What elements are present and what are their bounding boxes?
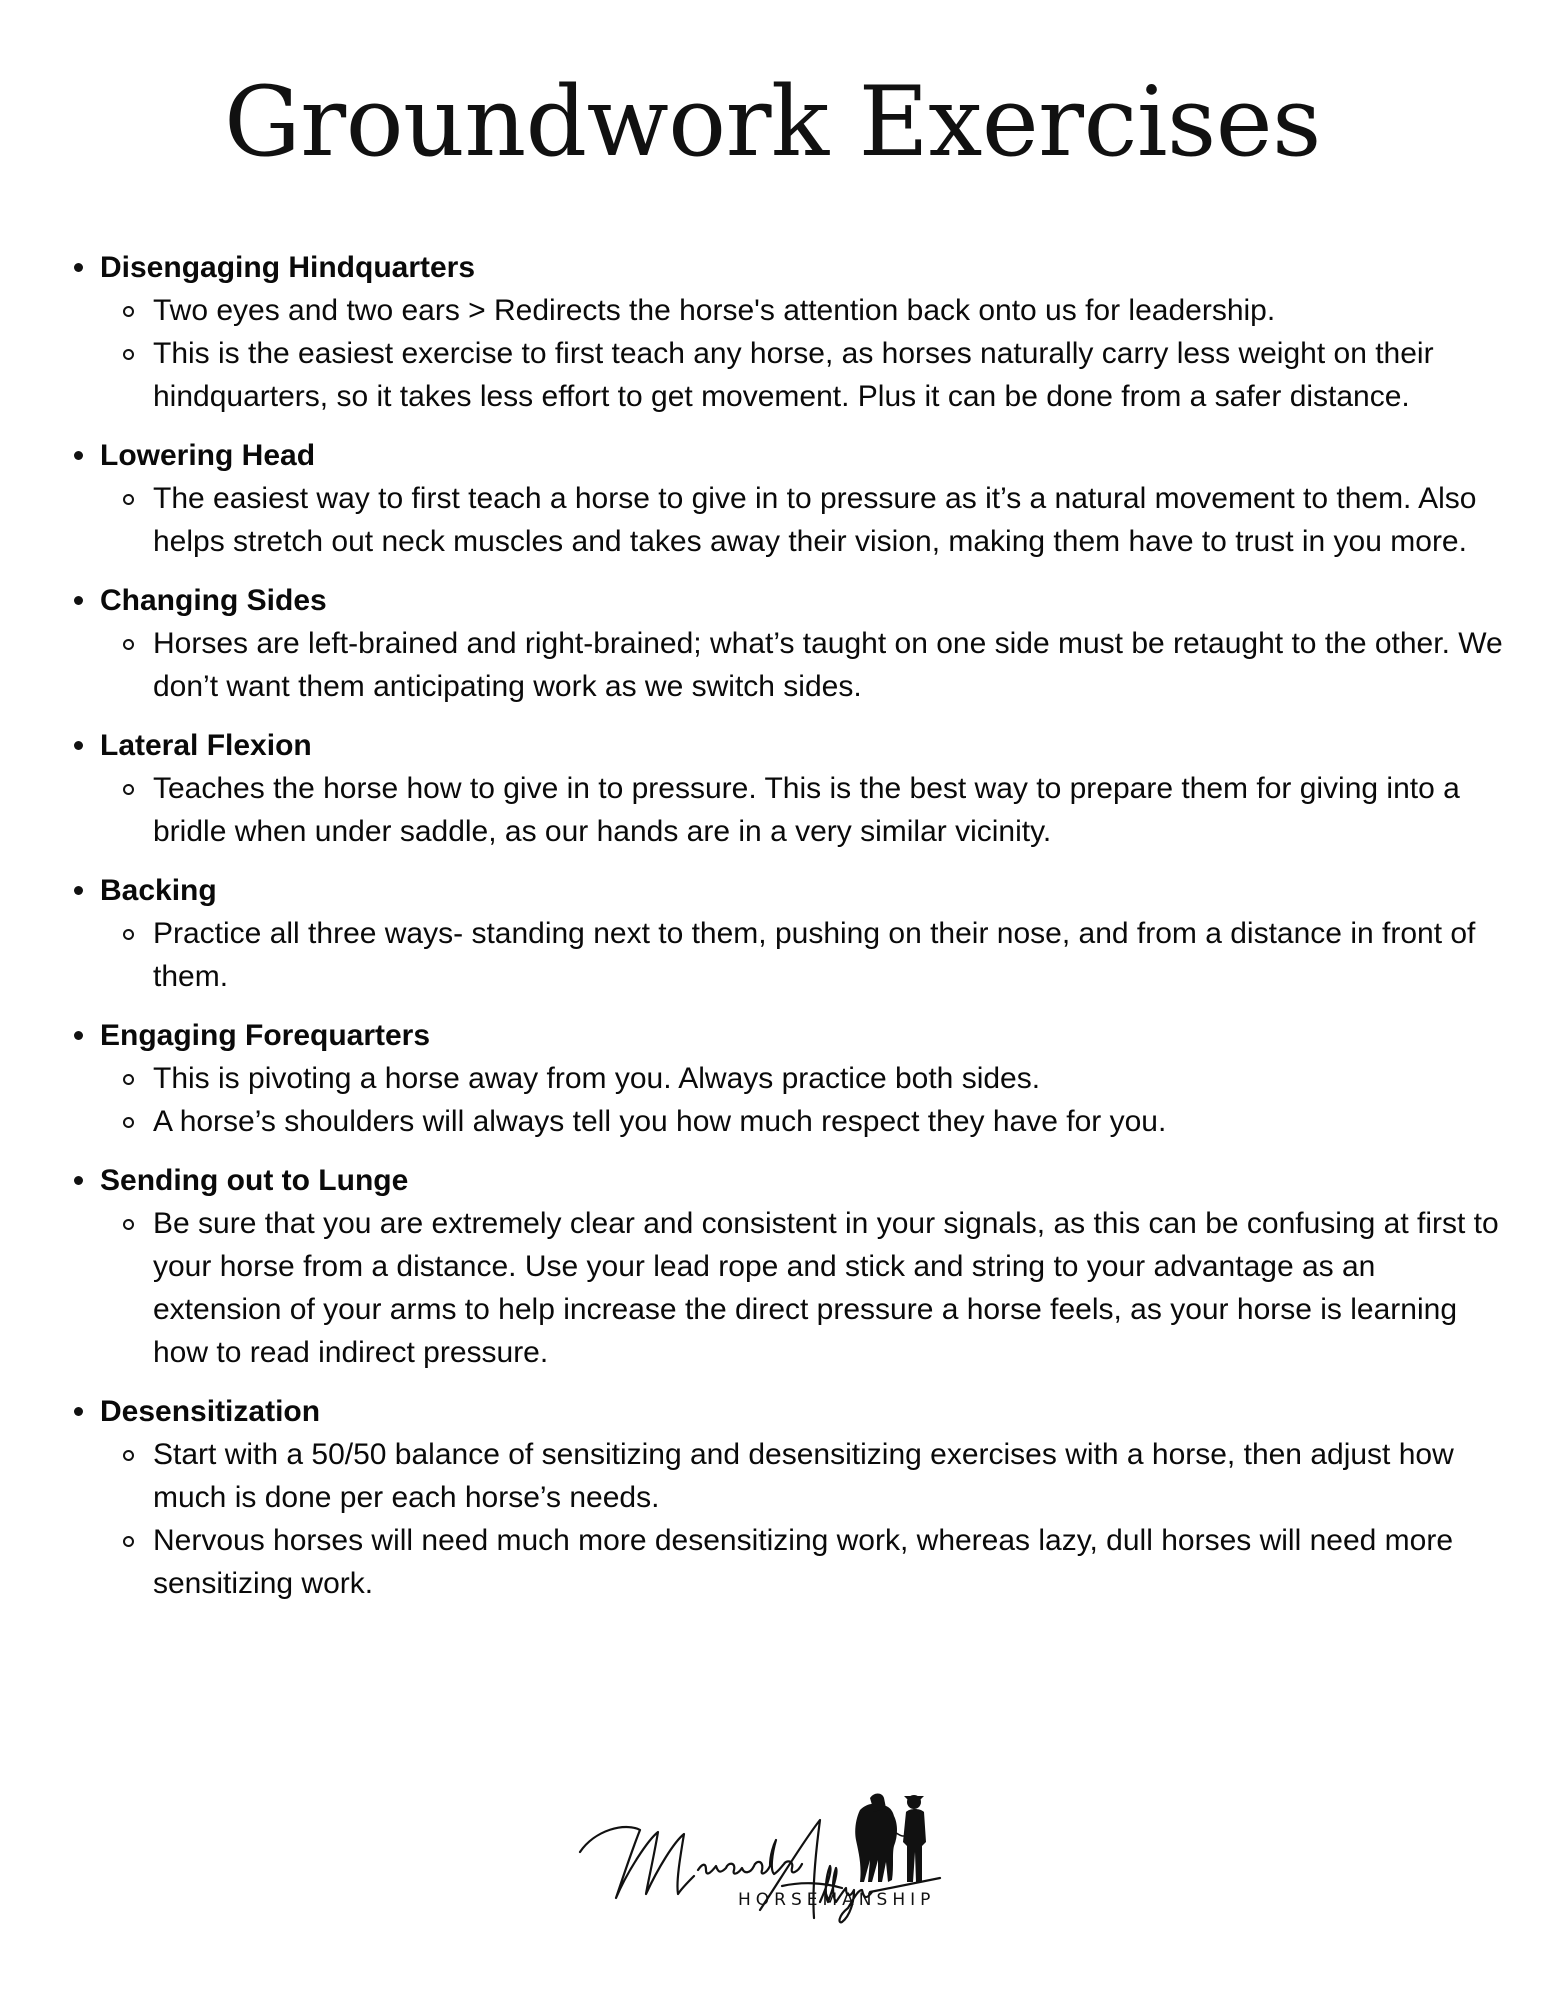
exercise-heading: Lateral Flexion (64, 724, 1504, 767)
logo-tagline: HORSEMANSHIP (738, 1890, 936, 1910)
exercise-notes (64, 1202, 1504, 1374)
exercise-note: Horses are left-brained and right-brained; what’s taught on one side must be retaught to the other. We don’t want them anticipating work as we switch sides. (64, 622, 1504, 708)
exercise-notes (64, 1433, 1504, 1605)
exercise-section (64, 579, 1504, 708)
exercise-notes (64, 1057, 1504, 1143)
exercise-notes (64, 477, 1504, 563)
exercise-notes (64, 767, 1504, 853)
exercise-section (64, 1159, 1504, 1374)
exercise-heading: Sending out to Lunge (64, 1159, 1504, 1202)
svg-text:.: . (700, 1860, 701, 1861)
exercise-section (64, 1014, 1504, 1143)
exercise-heading: Lowering Head (64, 434, 1504, 477)
brand-logo (570, 1790, 950, 1940)
exercise-note: Two eyes and two ears > Redirects the horse's attention back onto us for leadership. (64, 289, 1504, 332)
exercise-section (64, 246, 1504, 418)
horse-and-rider-silhouette-icon (855, 1794, 926, 1883)
exercise-heading: Engaging Forequarters (64, 1014, 1504, 1057)
exercise-note: Nervous horses will need much more desensitizing work, whereas lazy, dull horses will need more sensitizing work. (64, 1519, 1504, 1605)
exercise-section (64, 1390, 1504, 1605)
exercise-note: This is pivoting a horse away from you. Always practice both sides. (64, 1057, 1504, 1100)
exercise-note: Be sure that you are extremely clear and consistent in your signals, as this can be confusing at first to your horse from a distance. Use your lead rope and stick and string to your advantage as an extension of your arms to help increase the direct pressure a horse feels, as your horse is learning how to read indirect pressure. (64, 1202, 1504, 1374)
exercise-note: Start with a 50/50 balance of sensitizing and desensitizing exercises with a horse, then adjust how much is done per each horse’s needs. (64, 1433, 1504, 1519)
exercise-note: A horse’s shoulders will always tell you how much respect they have for you. (64, 1100, 1504, 1143)
exercise-notes (64, 912, 1504, 998)
logo-signature-graphic (570, 1790, 950, 1940)
exercise-notes (64, 289, 1504, 418)
exercise-heading: Desensitization (64, 1390, 1504, 1433)
exercise-heading: Backing (64, 869, 1504, 912)
exercise-section (64, 724, 1504, 853)
exercise-list (64, 246, 1504, 1621)
exercise-note: The easiest way to first teach a horse to give in to pressure as it’s a natural movement to them. Also helps stretch out neck muscles and takes away their vision, making them have to trust in you more. (64, 477, 1504, 563)
exercise-note: Practice all three ways- standing next to them, pushing on their nose, and from a distance in front of them. (64, 912, 1504, 998)
exercise-section (64, 434, 1504, 563)
exercise-heading: Changing Sides (64, 579, 1504, 622)
exercise-notes (64, 622, 1504, 708)
exercise-section (64, 869, 1504, 998)
exercise-note: This is the easiest exercise to first teach any horse, as horses naturally carry less weight on their hindquarters, so it takes less effort to get movement. Plus it can be done from a safer distance. (64, 332, 1504, 418)
exercise-heading: Disengaging Hindquarters (64, 246, 1504, 289)
exercise-note: Teaches the horse how to give in to pressure. This is the best way to prepare them for giving into a bridle when under saddle, as our hands are in a very similar vicinity. (64, 767, 1504, 853)
page-title: Groundwork Exercises (224, 66, 1321, 178)
